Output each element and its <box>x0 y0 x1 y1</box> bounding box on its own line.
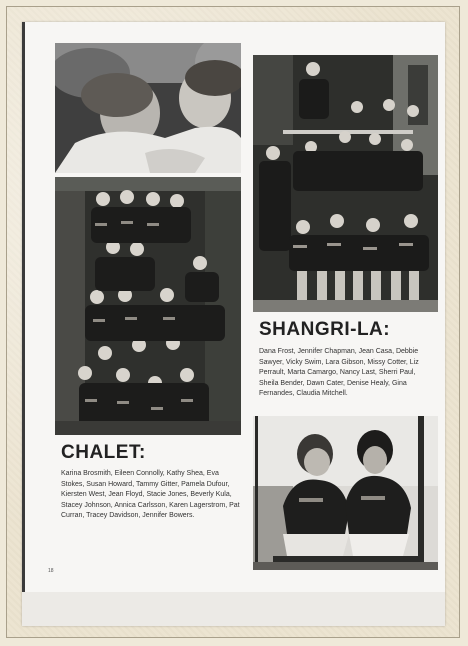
caption-shangri-la-names: Dana Frost, Jennifer Chapman, Jean Casa, Debbie Sawyer, Vicky Swim, Lara Gibson, Missy Cotter, Liz Perrault, Marta Camargo, Nancy Last, Sherri Paul, Sheila Bender, Dawn Cater, Denise Healy, Gina Fernandes, Claudia Mitchell. <box>259 348 419 397</box>
yearbook-page <box>22 22 445 626</box>
photo-girls-closeup <box>55 43 241 173</box>
page-bottom-margin <box>22 592 445 626</box>
caption-chalet-names: Karina Brosmith, Eileen Connolly, Kathy Shea, Eva Stokes, Susan Howard, Tammy Gitter, Pamela Dufour, Kiersten West, Jean Floyd, Stacie Jones, Beverly Kula, Stacey Johnson, Annica Carlsson, Karen Lagerstrom, Pat Curran, Tracey Davidson, Jennifer Bowers. <box>61 470 240 519</box>
page-number: 18 <box>48 568 54 574</box>
heading-chalet: CHALET: <box>61 442 146 463</box>
heading-shangri-la: SHANGRI-LA: <box>259 319 391 340</box>
photo-chalet-group <box>55 177 241 435</box>
page-binding-edge <box>22 22 25 626</box>
photo-shangri-la-group <box>253 55 438 312</box>
photo-two-girls-chairlift <box>253 416 438 570</box>
